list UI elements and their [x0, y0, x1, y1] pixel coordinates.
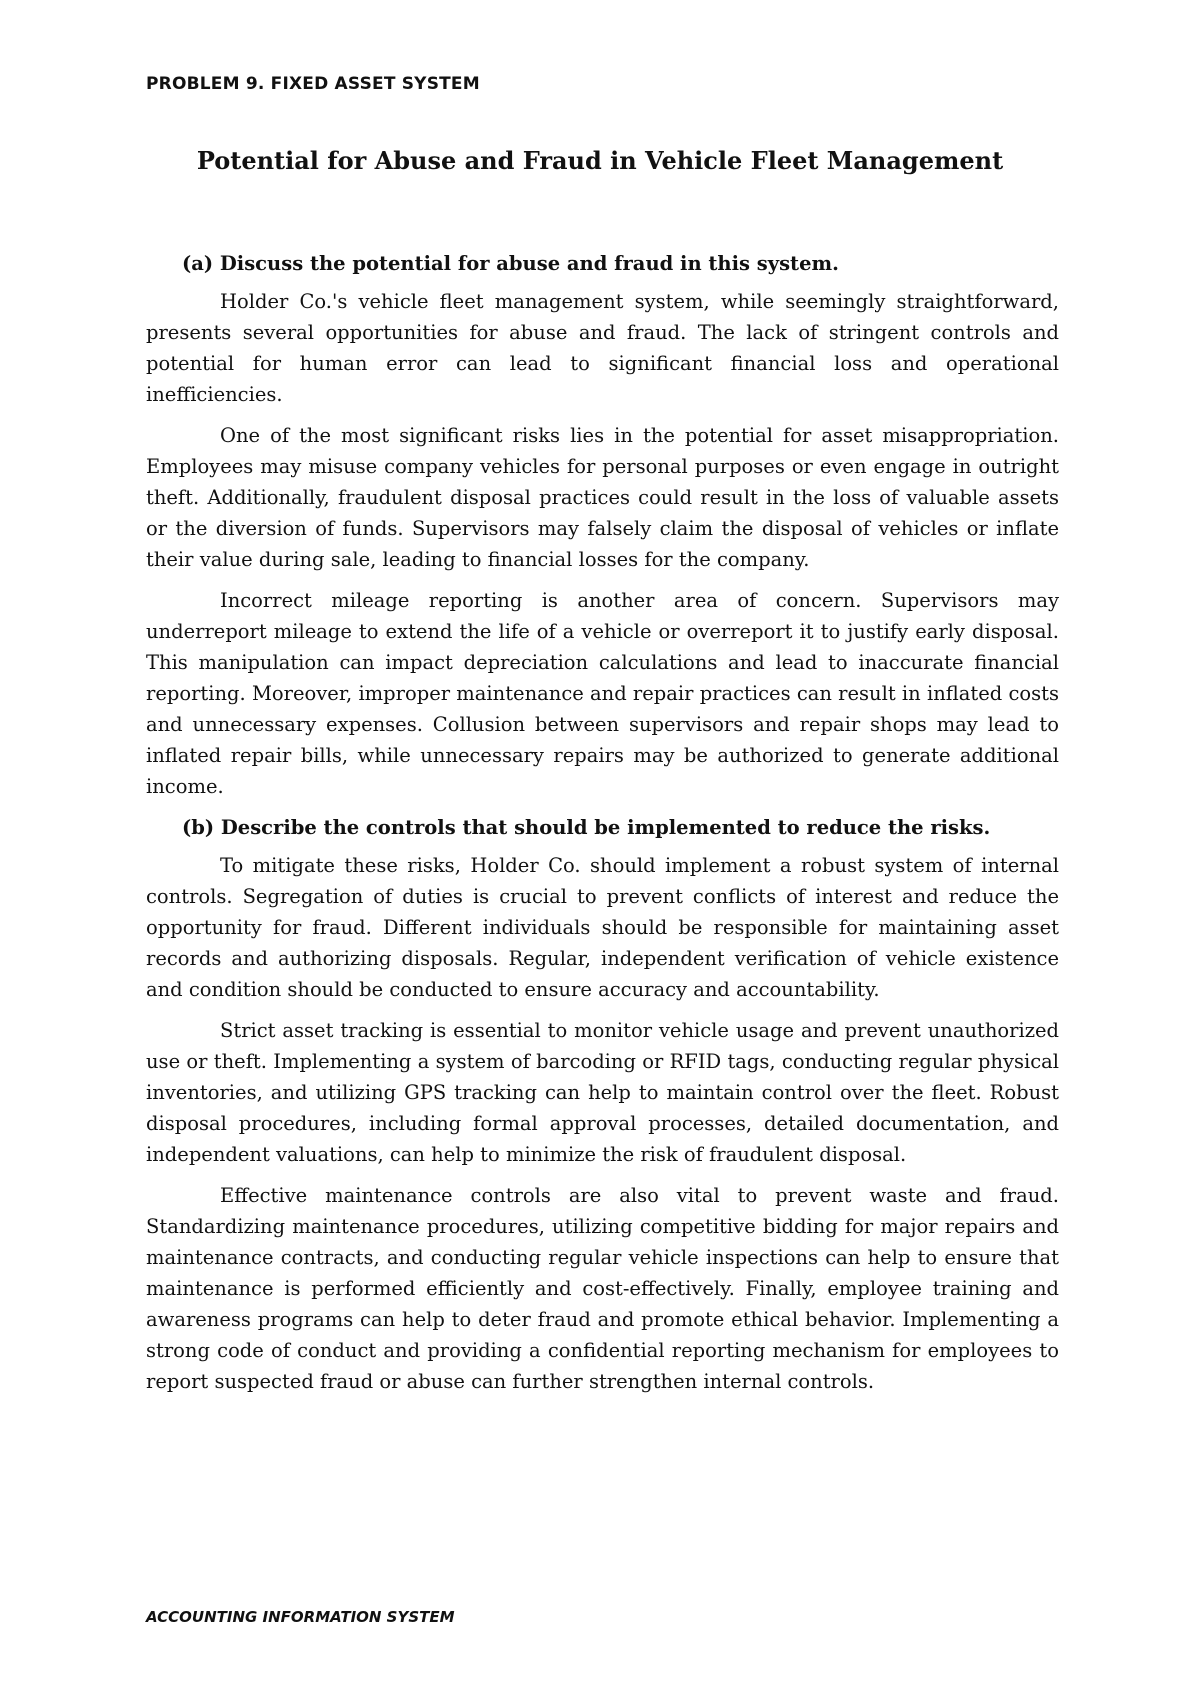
- section-b-paragraph-1: To mitigate these risks, Holder Co. should implement a robust system of internal controls. Segregation of duties is crucial to prevent conflicts of interest and reduce the opportunity for fraud. Different individuals should be responsible for maintaining asset records and authorizing disposals. Regular, independent verification of vehicle existence and condition should be conducted to ensure accuracy and accountability.: [146, 854, 1059, 1001]
- section-a-paragraph-3: Incorrect mileage reporting is another area of concern. Supervisors may underreport mileage to extend the life of a vehicle or overreport it to justify early disposal. This manipulation can impact depreciation calculations and lead to inaccurate financial reporting. Moreover, improper maintenance and repair practices can result in inflated costs and unnecessary expenses. Collusion between supervisors and repair shops may lead to inflated repair bills, while unnecessary repairs may be authorized to generate additional income.: [146, 589, 1059, 798]
- section-b-paragraph-3: Effective maintenance controls are also vital to prevent waste and fraud. Standardizing maintenance procedures, utilizing competitive bidding for major repairs and maintenance contracts, and conducting regular vehicle inspections can help to ensure that maintenance is performed efficiently and cost-effectively. Finally, employee training and awareness programs can help to deter fraud and promote ethical behavior. Implementing a strong code of conduct and providing a confidential reporting mechanism for employees to report suspected fraud or abuse can further strengthen internal controls.: [146, 1184, 1059, 1393]
- section-b-heading: (b) Describe the controls that should be implemented to reduce the risks.: [182, 816, 991, 839]
- document-body: [146, 248, 1059, 1407]
- document-title: Potential for Abuse and Fraud in Vehicle Fleet Management: [196, 146, 1004, 175]
- page-footer: ACCOUNTING INFORMATION SYSTEM: [146, 1608, 455, 1626]
- section-a-heading: (a) Discuss the potential for abuse and fraud in this system.: [182, 252, 839, 275]
- section-a-paragraph-2: One of the most significant risks lies in the potential for asset misappropriation. Employees may misuse company vehicles for personal purposes or even engage in outright theft. Additionally, fraudulent disposal practices could result in the loss of valuable assets or the diversion of funds. Supervisors may falsely claim the disposal of vehicles or inflate their value during sale, leading to financial losses for the company.: [146, 424, 1059, 571]
- section-a-paragraph-1: Holder Co.'s vehicle fleet management system, while seemingly straightforward, presents several opportunities for abuse and fraud. The lack of stringent controls and potential for human error can lead to significant financial loss and operational inefficiencies.: [146, 290, 1059, 406]
- section-b-paragraph-2: Strict asset tracking is essential to monitor vehicle usage and prevent unauthorized use or theft. Implementing a system of barcoding or RFID tags, conducting regular physical inventories, and utilizing GPS tracking can help to maintain control over the fleet. Robust disposal procedures, including formal approval processes, detailed documentation, and independent valuations, can help to minimize the risk of fraudulent disposal.: [146, 1019, 1059, 1166]
- problem-header: PROBLEM 9. FIXED ASSET SYSTEM: [146, 74, 480, 94]
